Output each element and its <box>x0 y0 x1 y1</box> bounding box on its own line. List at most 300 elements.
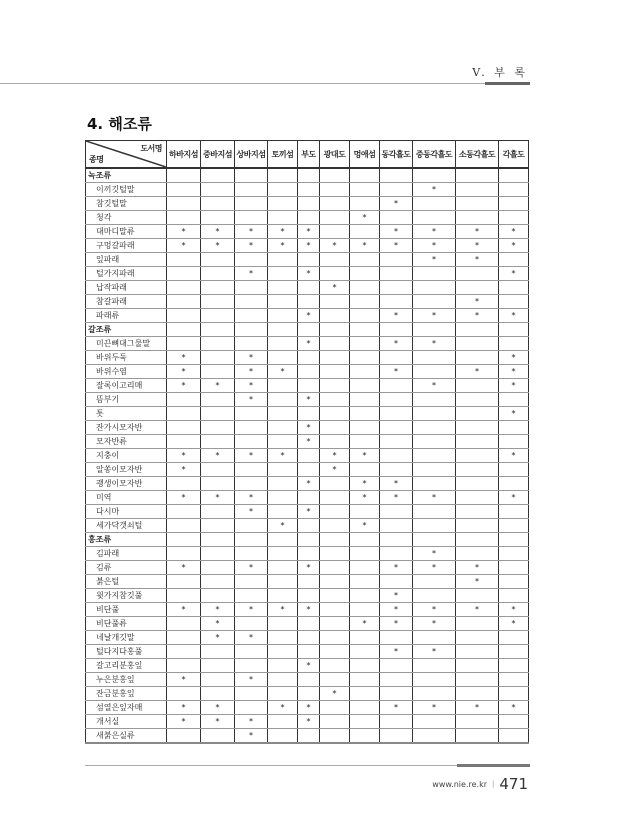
table-cell <box>320 211 350 225</box>
presence-mark: * <box>456 603 499 617</box>
table-cell <box>268 253 298 267</box>
table-cell <box>235 309 268 323</box>
table-cell <box>456 435 499 449</box>
table-body <box>86 168 529 743</box>
table-cell <box>456 729 499 744</box>
presence-mark: * <box>380 603 413 617</box>
table-cell <box>499 421 529 435</box>
table-row <box>86 617 529 631</box>
table-cell <box>320 435 350 449</box>
presence-mark: * <box>499 225 529 239</box>
table-cell <box>235 645 268 659</box>
presence-mark: * <box>499 239 529 253</box>
species-name: 알쏭이모자반 <box>86 463 167 477</box>
table-cell <box>268 687 298 701</box>
presence-mark: * <box>167 449 201 463</box>
table-cell <box>320 505 350 519</box>
table-cell <box>499 253 529 267</box>
table-row <box>86 351 529 365</box>
table-cell <box>298 631 320 645</box>
presence-mark: * <box>499 449 529 463</box>
table-cell <box>413 659 456 673</box>
table-cell <box>456 645 499 659</box>
table-cell <box>320 491 350 505</box>
table-cell <box>320 533 350 547</box>
table-cell <box>350 463 380 477</box>
presence-mark: * <box>298 701 320 715</box>
table-cell <box>456 379 499 393</box>
table-row <box>86 687 529 701</box>
table-cell <box>298 575 320 589</box>
presence-mark: * <box>298 435 320 449</box>
table-cell <box>167 323 201 337</box>
table-row <box>86 337 529 351</box>
table-cell <box>380 547 413 561</box>
table-cell <box>298 253 320 267</box>
table-cell <box>201 168 235 183</box>
presence-mark: * <box>298 393 320 407</box>
table-cell <box>350 645 380 659</box>
table-cell <box>201 729 235 744</box>
species-name: 잘록이고리매 <box>86 379 167 393</box>
column-header: 광대도 <box>320 141 350 169</box>
table-cell <box>268 393 298 407</box>
table-cell <box>380 421 413 435</box>
presence-mark: * <box>350 491 380 505</box>
table-cell <box>167 168 201 183</box>
presence-mark: * <box>201 379 235 393</box>
table-cell <box>380 505 413 519</box>
presence-mark: * <box>456 561 499 575</box>
table-cell <box>380 575 413 589</box>
table-cell <box>380 715 413 729</box>
species-name: 바위두둑 <box>86 351 167 365</box>
table-cell <box>456 211 499 225</box>
species-name: 김류 <box>86 561 167 575</box>
presence-mark: * <box>298 239 320 253</box>
table-cell <box>235 407 268 421</box>
table-cell <box>380 533 413 547</box>
presence-mark: * <box>350 519 380 533</box>
table-cell <box>167 505 201 519</box>
table-cell <box>350 168 380 183</box>
table-cell <box>167 309 201 323</box>
table-cell <box>380 631 413 645</box>
presence-mark: * <box>298 715 320 729</box>
table-cell <box>235 589 268 603</box>
species-name: 괭생이모자반 <box>86 477 167 491</box>
table-cell <box>380 183 413 197</box>
table-cell <box>268 617 298 631</box>
table-cell <box>201 589 235 603</box>
species-name: 파래류 <box>86 309 167 323</box>
column-header: 중동각흘도 <box>413 141 456 169</box>
species-name: 개서실 <box>86 715 167 729</box>
table-row <box>86 407 529 421</box>
table-cell <box>350 575 380 589</box>
presence-mark: * <box>413 379 456 393</box>
table-cell <box>235 477 268 491</box>
presence-mark: * <box>268 603 298 617</box>
species-name: 참갈파래 <box>86 295 167 309</box>
presence-mark: * <box>413 603 456 617</box>
presence-mark: * <box>167 225 201 239</box>
presence-mark: * <box>201 617 235 631</box>
table-cell <box>456 183 499 197</box>
table-cell <box>235 687 268 701</box>
table-cell <box>350 253 380 267</box>
table-cell <box>350 337 380 351</box>
presence-mark: * <box>167 561 201 575</box>
table-cell <box>499 631 529 645</box>
table-cell <box>167 575 201 589</box>
table-cell <box>456 533 499 547</box>
table-row <box>86 393 529 407</box>
presence-mark: * <box>235 505 268 519</box>
group-label: 갈조류 <box>86 323 167 337</box>
table-cell <box>201 435 235 449</box>
table-cell <box>456 687 499 701</box>
table-cell <box>298 197 320 211</box>
table-row <box>86 715 529 729</box>
table-cell <box>499 337 529 351</box>
table-cell <box>380 435 413 449</box>
column-header: 토끼섬 <box>268 141 298 169</box>
presence-mark: * <box>413 547 456 561</box>
presence-mark: * <box>320 687 350 701</box>
table-cell <box>201 687 235 701</box>
table-cell <box>201 337 235 351</box>
table-cell <box>201 519 235 533</box>
table-cell <box>413 267 456 281</box>
table-cell <box>413 519 456 533</box>
table-cell <box>380 393 413 407</box>
presence-mark: * <box>380 561 413 575</box>
table-row <box>86 547 529 561</box>
table-cell <box>201 365 235 379</box>
presence-mark: * <box>380 365 413 379</box>
presence-mark: * <box>268 449 298 463</box>
table-cell <box>268 589 298 603</box>
table-row <box>86 673 529 687</box>
presence-mark: * <box>298 561 320 575</box>
table-cell <box>320 659 350 673</box>
table-cell <box>499 533 529 547</box>
footer-url: www.nie.re.kr <box>432 779 487 789</box>
table-row <box>86 729 529 744</box>
presence-mark: * <box>413 225 456 239</box>
table-cell <box>350 365 380 379</box>
table-cell <box>268 631 298 645</box>
table-cell <box>167 687 201 701</box>
table-cell <box>320 589 350 603</box>
table-cell <box>320 393 350 407</box>
presence-mark: * <box>201 701 235 715</box>
table-cell <box>499 561 529 575</box>
species-name: 비단풀류 <box>86 617 167 631</box>
presence-mark: * <box>413 239 456 253</box>
table-cell <box>298 463 320 477</box>
table-cell <box>380 449 413 463</box>
table-cell <box>320 477 350 491</box>
table-cell <box>235 435 268 449</box>
table-cell <box>499 168 529 183</box>
table-cell <box>499 197 529 211</box>
table-cell <box>268 183 298 197</box>
table-cell <box>201 351 235 365</box>
presence-mark: * <box>235 267 268 281</box>
presence-mark: * <box>235 491 268 505</box>
species-name: 잎파래 <box>86 253 167 267</box>
table-cell <box>320 407 350 421</box>
table-cell <box>320 323 350 337</box>
table-cell <box>298 407 320 421</box>
species-name: 참깃털말 <box>86 197 167 211</box>
presence-mark: * <box>320 463 350 477</box>
table-cell <box>413 673 456 687</box>
table-cell <box>350 379 380 393</box>
presence-mark: * <box>350 239 380 253</box>
table-row <box>86 197 529 211</box>
table-cell <box>350 393 380 407</box>
presence-mark: * <box>298 267 320 281</box>
table-cell <box>298 295 320 309</box>
table-cell <box>380 281 413 295</box>
table-row <box>86 239 529 253</box>
table-cell <box>201 309 235 323</box>
table-cell <box>235 337 268 351</box>
table-row <box>86 435 529 449</box>
table-cell <box>268 561 298 575</box>
table-row <box>86 631 529 645</box>
table-cell <box>413 687 456 701</box>
table-cell <box>320 253 350 267</box>
table-row <box>86 281 529 295</box>
table-cell <box>380 463 413 477</box>
table-cell <box>268 197 298 211</box>
table-cell <box>350 589 380 603</box>
table-cell <box>235 533 268 547</box>
presence-mark: * <box>201 449 235 463</box>
presence-mark: * <box>298 225 320 239</box>
table-cell <box>499 687 529 701</box>
table-cell <box>268 337 298 351</box>
presence-mark: * <box>268 519 298 533</box>
table-cell <box>167 519 201 533</box>
table-cell <box>167 183 201 197</box>
table-cell <box>268 673 298 687</box>
footer <box>432 775 528 793</box>
presence-mark: * <box>456 365 499 379</box>
table-cell <box>298 183 320 197</box>
table-cell <box>298 645 320 659</box>
species-name: 잔금분홍잎 <box>86 687 167 701</box>
presence-mark: * <box>350 477 380 491</box>
footer-separator: | <box>492 780 495 788</box>
species-name: 납작파래 <box>86 281 167 295</box>
table-row <box>86 645 529 659</box>
column-header: 상바지섬 <box>235 141 268 169</box>
table-cell <box>350 267 380 281</box>
table-cell <box>298 589 320 603</box>
table-cell <box>413 281 456 295</box>
species-name: 미역 <box>86 491 167 505</box>
table-cell <box>413 477 456 491</box>
table-cell <box>298 729 320 744</box>
table-cell <box>320 309 350 323</box>
presence-mark: * <box>167 673 201 687</box>
table-cell <box>499 673 529 687</box>
table-cell <box>456 197 499 211</box>
table-cell <box>456 449 499 463</box>
table-cell <box>320 645 350 659</box>
presence-mark: * <box>413 617 456 631</box>
table-row <box>86 365 529 379</box>
table-cell <box>456 393 499 407</box>
table-cell <box>320 197 350 211</box>
table-cell <box>167 533 201 547</box>
table-cell <box>350 701 380 715</box>
table-cell <box>298 673 320 687</box>
table-cell <box>268 379 298 393</box>
table-cell <box>298 687 320 701</box>
species-name: 김파래 <box>86 547 167 561</box>
presence-mark: * <box>201 491 235 505</box>
table-header-row <box>86 141 529 169</box>
table-cell <box>499 505 529 519</box>
table-cell <box>350 295 380 309</box>
table-cell <box>167 253 201 267</box>
presence-mark: * <box>456 295 499 309</box>
presence-mark: * <box>235 239 268 253</box>
presence-mark: * <box>235 561 268 575</box>
table-cell <box>456 589 499 603</box>
table-cell <box>413 533 456 547</box>
table-cell <box>298 211 320 225</box>
presence-mark: * <box>201 631 235 645</box>
group-label: 녹조류 <box>86 168 167 183</box>
presence-mark: * <box>167 463 201 477</box>
table-cell <box>167 589 201 603</box>
table-cell <box>268 715 298 729</box>
column-header: 부도 <box>298 141 320 169</box>
table-cell <box>235 617 268 631</box>
table-cell <box>298 323 320 337</box>
table-cell <box>320 631 350 645</box>
table-cell <box>350 197 380 211</box>
table-cell <box>320 168 350 183</box>
table-cell <box>380 351 413 365</box>
table-cell <box>499 183 529 197</box>
table-cell <box>167 197 201 211</box>
presence-mark: * <box>380 589 413 603</box>
table-row <box>86 701 529 715</box>
table-row <box>86 295 529 309</box>
table-cell <box>350 729 380 744</box>
table-cell <box>350 183 380 197</box>
table-cell <box>235 295 268 309</box>
presence-mark: * <box>235 729 268 744</box>
table-row <box>86 225 529 239</box>
table-cell <box>268 575 298 589</box>
species-name: 뜸부기 <box>86 393 167 407</box>
species-name: 대마디말류 <box>86 225 167 239</box>
table-cell <box>413 197 456 211</box>
table-cell <box>350 225 380 239</box>
page-number: 471 <box>499 775 528 793</box>
table-cell <box>456 323 499 337</box>
table-cell <box>499 575 529 589</box>
table-cell <box>499 281 529 295</box>
table-cell <box>298 379 320 393</box>
table-cell <box>413 211 456 225</box>
table-cell <box>201 211 235 225</box>
table-cell <box>320 267 350 281</box>
species-name: 잔가시모자반 <box>86 421 167 435</box>
table-cell <box>268 309 298 323</box>
table-cell <box>268 533 298 547</box>
species-name: 누은분홍잎 <box>86 673 167 687</box>
table-cell <box>499 477 529 491</box>
table-cell <box>350 505 380 519</box>
presence-mark: * <box>235 673 268 687</box>
table-cell <box>350 687 380 701</box>
table-cell <box>268 463 298 477</box>
table-cell <box>413 407 456 421</box>
table-cell <box>456 477 499 491</box>
presence-mark: * <box>380 617 413 631</box>
table-cell <box>201 575 235 589</box>
presence-mark: * <box>167 379 201 393</box>
presence-mark: * <box>499 491 529 505</box>
table-cell <box>320 337 350 351</box>
table-cell <box>167 547 201 561</box>
table-cell <box>268 211 298 225</box>
table-cell <box>350 351 380 365</box>
presence-mark: * <box>298 603 320 617</box>
table-cell <box>235 323 268 337</box>
presence-mark: * <box>413 561 456 575</box>
table-cell <box>268 729 298 744</box>
table-cell <box>350 561 380 575</box>
presence-mark: * <box>380 477 413 491</box>
group-label: 홍조류 <box>86 533 167 547</box>
table-cell <box>456 659 499 673</box>
table-cell <box>320 575 350 589</box>
table-cell <box>298 281 320 295</box>
table-cell <box>201 645 235 659</box>
table-cell <box>268 351 298 365</box>
presence-mark: * <box>380 491 413 505</box>
presence-mark: * <box>413 253 456 267</box>
species-name: 지충이 <box>86 449 167 463</box>
table-cell <box>380 379 413 393</box>
presence-mark: * <box>320 239 350 253</box>
table-cell <box>499 323 529 337</box>
table-cell <box>201 505 235 519</box>
presence-mark: * <box>456 575 499 589</box>
table-cell <box>320 561 350 575</box>
table-cell <box>268 421 298 435</box>
table-cell <box>413 351 456 365</box>
table-cell <box>456 463 499 477</box>
table-cell <box>320 701 350 715</box>
table-cell <box>456 407 499 421</box>
presence-mark: * <box>167 701 201 715</box>
table-cell <box>380 211 413 225</box>
table-cell <box>456 281 499 295</box>
table-cell <box>298 519 320 533</box>
